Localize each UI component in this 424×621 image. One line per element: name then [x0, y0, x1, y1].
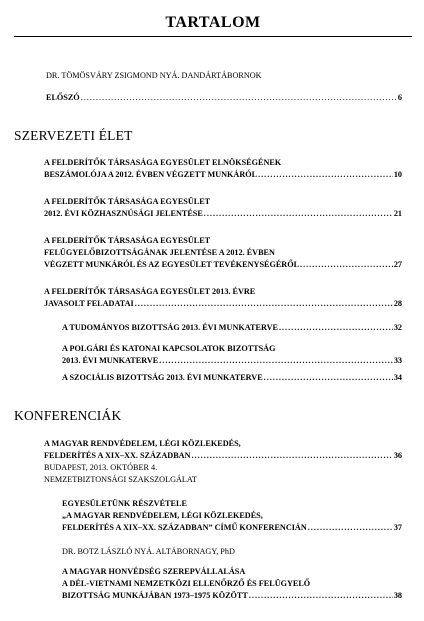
toc-page-number: 21 [393, 209, 402, 218]
dot-leader [81, 92, 397, 104]
toc-page-number: 10 [393, 170, 402, 179]
dot-leader [279, 322, 393, 334]
toc-entry-line: A MAGYAR RENDVÉDELEM, LÉGI KÖZLEKEDÉS, [44, 439, 241, 448]
toc-page-number: 33 [393, 356, 402, 365]
toc-entry[interactable] [44, 196, 402, 220]
dot-leader [258, 169, 393, 181]
toc-entry-line: EGYESÜLETÜNK RÉSZVÉTELE [62, 499, 187, 508]
toc-entry-line: 2013. ÉVI MUNKATERVE [62, 356, 159, 365]
dot-leader [264, 372, 393, 384]
dot-leader [308, 522, 393, 534]
toc-page-number: 32 [393, 323, 402, 332]
toc-entry-line: A TUDOMÁNYOS BIZOTTSÁG 2013. ÉVI MUNKATERVE [62, 323, 278, 332]
section-heading-organizational-life: SZERVEZETI ÉLET [14, 128, 133, 143]
toc-entry-note: NEMZETBIZTONSÁGI SZAKSZOLGÁLAT [44, 475, 197, 484]
page-header [14, 14, 412, 37]
toc-entry-author: DR. BOTZ LÁSZLÓ NYÁ. ALTÁBORNAGY, PhD [62, 547, 235, 556]
toc-entry-line: 2012. ÉVI KÖZHASZNÚSÁGI JELENTÉSE [44, 209, 203, 218]
dot-leader [300, 259, 393, 271]
dot-leader [159, 355, 393, 367]
toc-entry-line: JAVASOLT FELADATAI [44, 299, 134, 308]
toc-entry-line: A FELDERÍTŐK TÁRSASÁGA EGYESÜLET ELNÖKSÉGÉNEK [44, 158, 282, 167]
toc-entry-line: FELDERÍTÉS A XIX–XX. SZÁZADBAN” CÍMŰ KONFERENCIÁN [62, 523, 307, 532]
toc-page-number: 27 [393, 260, 402, 269]
toc-entry-line: A FELDERÍTŐK TÁRSASÁGA EGYESÜLET [44, 197, 211, 206]
toc-entry[interactable] [62, 322, 402, 334]
toc-entry-line: BESZÁMOLÓJA A 2012. ÉVBEN VÉGZETT MUNKÁRÓL [44, 170, 258, 179]
toc-page-number: 38 [393, 591, 402, 600]
page-title: TARTALOM [165, 14, 261, 31]
toc-entry[interactable] [44, 235, 402, 271]
toc-entry-line: A MAGYAR HONVÉDSÉG SZEREPVÁLLALÁSA [62, 567, 246, 576]
toc-entry-line: „A MAGYAR RENDVÉDELEM, LÉGI KÖZLEKEDÉS, [62, 511, 263, 520]
toc-entry-line: A POLGÁRI ÉS KATONAI KAPCSOLATOK BIZOTTSÁG [62, 344, 276, 353]
toc-entry-line: FELÜGYELŐBIZOTTSÁGÁNAK JELENTÉSE A 2012. ÉVBEN [44, 248, 275, 257]
toc-entry[interactable] [44, 157, 402, 181]
dot-leader [249, 590, 393, 602]
toc-page-number: 37 [393, 523, 402, 532]
section-heading-conferences: KONFERENCIÁK [14, 408, 122, 423]
toc-entry[interactable] [62, 546, 402, 602]
toc-entry[interactable] [62, 372, 402, 384]
toc-entry-line: A FELDERÍTŐK TÁRSASÁGA EGYESÜLET 2013. ÉVRE [44, 287, 256, 296]
toc-page-number: 6 [397, 93, 402, 102]
toc-entry-line: VÉGZETT MUNKÁRÓL ÉS AZ EGYESÜLET TEVÉKENYSÉGÉRŐL [44, 260, 300, 269]
toc-entry-line: FELDERÍTÉS A XIX–XX. SZÁZADBAN [44, 451, 191, 460]
toc-entry-line: A FELDERÍTŐK TÁRSASÁGA EGYESÜLET [44, 236, 211, 245]
dot-leader [192, 450, 393, 462]
intro-author: DR. TÖMÖSVÁRY ZSIGMOND NYÁ. DANDÁRTÁBORNOK [46, 71, 262, 80]
toc-entry[interactable] [44, 438, 402, 486]
toc-entry[interactable] [62, 343, 402, 367]
toc-page-number: 34 [393, 373, 402, 382]
dot-leader [135, 298, 393, 310]
toc-entry-line: A SZOCIÁLIS BIZOTTSÁG 2013. ÉVI MUNKATERVE [62, 373, 263, 382]
toc-entry[interactable] [44, 286, 402, 310]
dot-leader [204, 208, 393, 220]
toc-entry-note: BUDAPEST, 2013. OKTÓBER 4. [44, 463, 158, 472]
toc-page-number: 36 [393, 451, 402, 460]
toc-entry-foreword[interactable] [46, 92, 402, 104]
toc-entry-line: A DÉL-VIETNAMI NEMZETKÖZI ELLENŐRZŐ ÉS FELÜGYELŐ [62, 579, 311, 588]
toc-entry-title: ELŐSZÓ [46, 93, 80, 102]
toc-entry[interactable] [62, 498, 402, 534]
toc-entry-line: BIZOTTSÁG MUNKÁJÁBAN 1973–1975 KÖZÖTT [62, 591, 248, 600]
toc-page-number: 28 [393, 299, 402, 308]
